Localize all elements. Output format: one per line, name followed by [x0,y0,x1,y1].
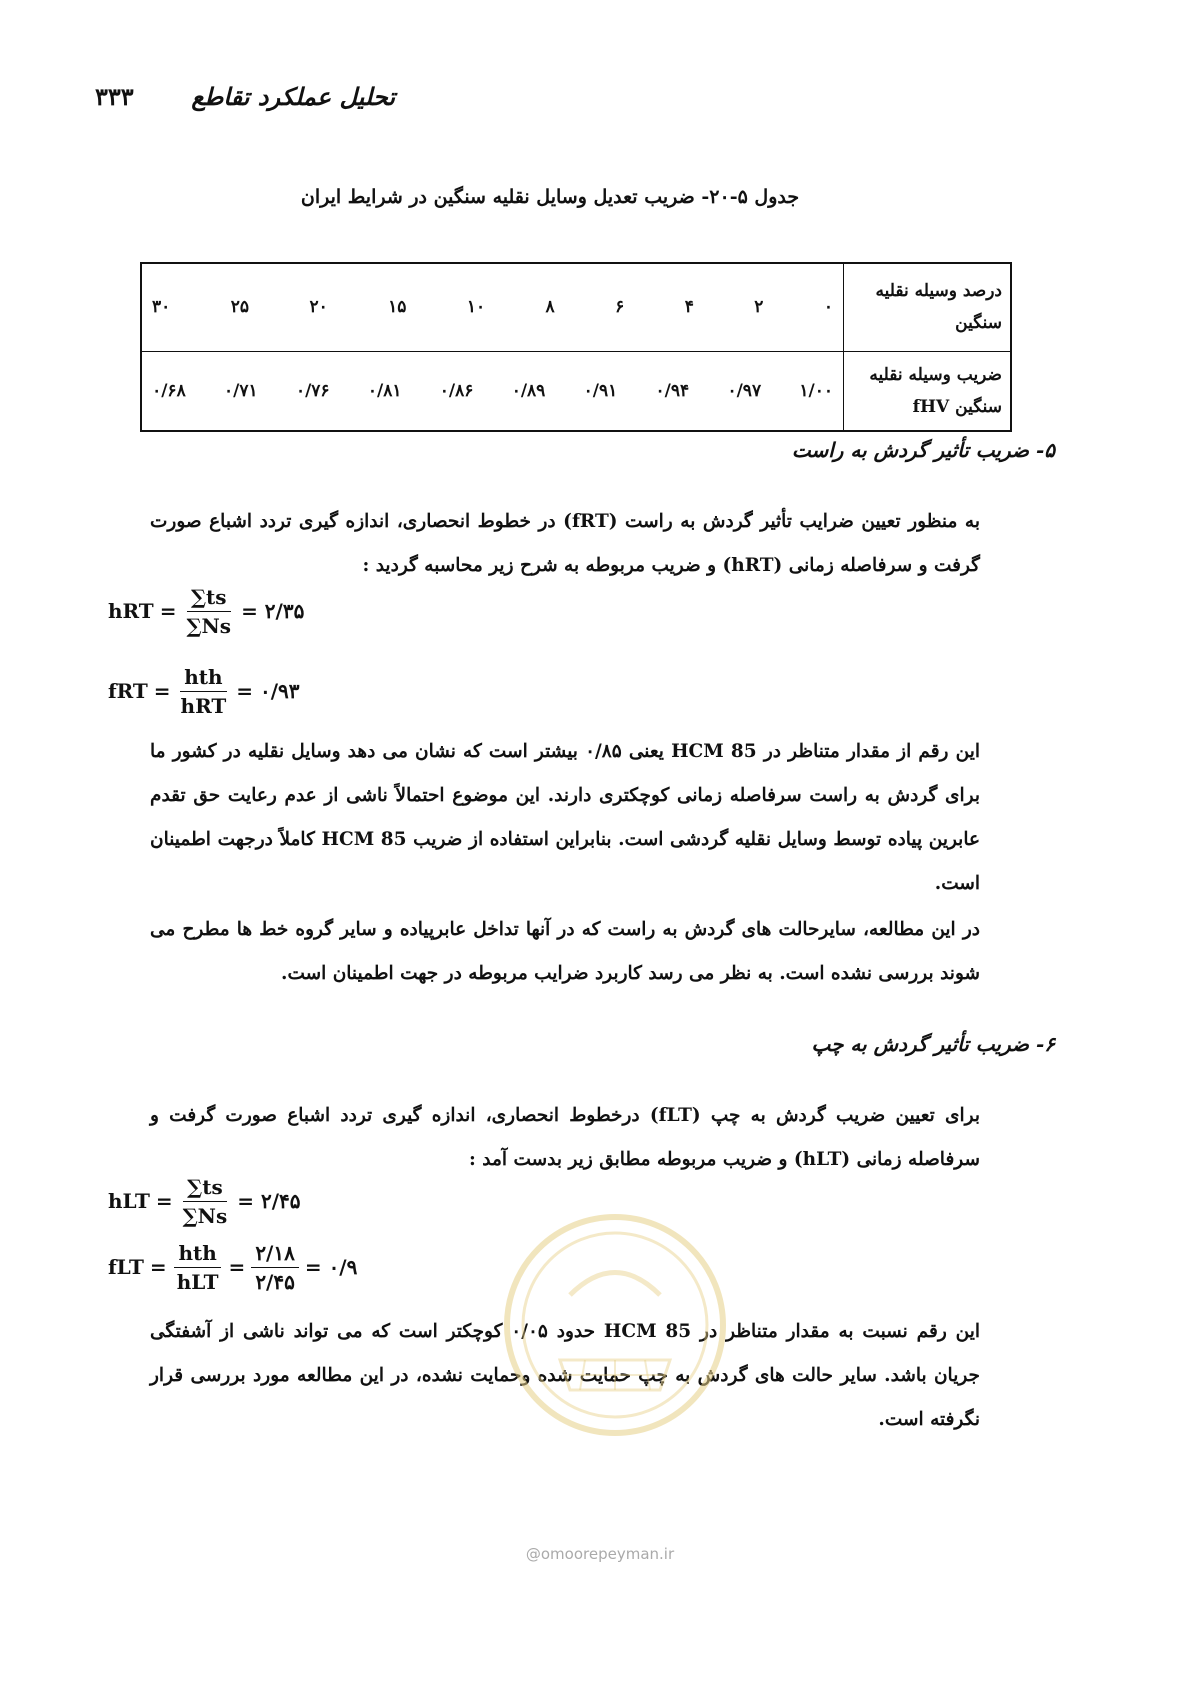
equation-numerator: hth [180,663,226,692]
table-cell: ۶ [615,297,625,318]
table-cell: ۰/۷۱ [224,380,258,401]
table-cell: ۰ [823,297,833,318]
table-cell: ۱۵ [388,297,407,318]
equation-denominator: ∑Ns [186,613,232,638]
paragraph: به منظور تعیین ضرایب تأثیر گردش به راست (fRT) در خطوط انحصاری، اندازه گیری تردد اشباع صورت گرفت و سرفاصله زمانی (hRT) و ضریب مربوطه به شرح زیر محاسبه گردید : [150,511,980,576]
equation-numerator: hth [174,1239,220,1268]
table-cell: ۰/۸۱ [367,380,402,401]
equation-numerator: ∑ts [183,1173,227,1202]
heavy-vehicle-table [140,262,1012,432]
table-cell: ۰/۸۹ [511,380,546,401]
percent-values [152,297,833,317]
equation-result: = ۲/۴۵ [237,1189,301,1213]
page-number: ۳۳۳ [95,82,134,111]
table-cell: ۲۵ [230,297,249,318]
page-header [95,82,395,122]
equation-frt: fRT = $\frac{\text{hth}}{\text{hRT}}$ = ۰/۹۳ [108,664,300,718]
section-title-right-turn: ۵- ضریب تأثیر گردش به راست [791,438,1055,462]
equation-denominator: ∑Ns [182,1203,228,1228]
row-header-percent: درصد وسیله نقلیه سنگین [844,263,1012,351]
table-cell: ۰/۷۶ [295,380,330,401]
table-cell: ۰/۹۱ [583,380,618,401]
table-cell: ۱/۰۰ [799,380,833,401]
table-cell: ۳۰ [152,297,171,318]
equation-lhs: hRT [108,599,154,623]
section-title-left-turn: ۶- ضریب تأثیر گردش به چپ [811,1032,1055,1056]
factor-values [152,381,833,401]
equation-numerator: ۲/۱۸ [251,1239,299,1268]
table-cell: ۴ [684,297,694,318]
equation-lhs: fRT [108,679,148,703]
equation-lhs: hLT [108,1189,150,1213]
table-cell: ۱۰ [466,297,486,318]
equation-lhs: fLT [108,1255,144,1279]
equation-hlt: hLT = $\frac{\sum ts}{\sum Ns}$ = ۲/۴۵ [108,1174,301,1228]
table-cell: ۰/۶۸ [152,380,186,401]
table-cell: ۸ [545,297,555,318]
table-cell: ۰/۹۴ [655,380,690,401]
equation-denominator: hRT [180,693,227,718]
table-cell: ۰/۹۷ [727,380,762,401]
equation-result: = ۰/۹۳ [236,679,300,703]
equation-denominator: ۲/۴۵ [255,1269,295,1294]
watermark-url: @omoorepeyman.ir [525,1545,675,1563]
paragraph: این رقم نسبت به مقدار متناظر در HCM 85 حدود ۰/۰۵ کوچکتر است که می تواند ناشی از آشفتگی جریان باشد. سایر حالت های گردش به چپ حمایت شده وحمایت نشده، در این مطالعه مورد بررسی قرار نگرفته است. [150,1321,981,1430]
table-row [141,263,1011,351]
table-caption: جدول ۵-۲۰- ضریب تعدیل وسایل نقلیه سنگین در شرایط ایران [300,186,800,208]
table-cell: ۰/۸۶ [439,380,474,401]
paragraph: این رقم از مقدار متناظر در HCM 85 یعنی ۰/۸۵ بیشتر است که نشان می دهد وسایل نقلیه در کشور ما برای گردش به راست سرفاصله زمانی کوچکتری دارند. این موضوع احتمالاً ناشی از عدم رعایت حق تقدم عابرین پیاده توسط وسایل نقلیه گردشی است. بنابراین استفاده از ضریب HCM 85 کاملاً درجهت اطمینان است. [150,741,981,894]
equation-numerator: ∑ts [187,583,231,612]
equation-denominator: hLT [176,1269,219,1294]
row-header-factor: ضریب وسیله نقلیه سنگین fHV [844,351,1012,431]
equation-result: = ۰/۹ [304,1255,358,1279]
table-cell: ۲ [754,297,764,318]
equation-hrt: hRT = $\frac{\sum ts}{\sum Ns}$ = ۲/۳۵ [108,584,305,638]
table-row [141,351,1011,431]
watermark-logo-icon [500,1210,730,1440]
paragraph: برای تعیین ضریب گردش به چپ (fLT) درخطوط انحصاری، اندازه گیری تردد اشباع صورت گرفت و سرفاصله زمانی (hLT) و ضریب مربوطه مطابق زیر بدست آمد : [150,1105,980,1170]
paragraph: در این مطالعه، سایرحالت های گردش به راست که در آنها تداخل عابرپیاده و سایر گروه خط ها مطرح می شوند بررسی نشده است. به نظر می رسد کاربرد ضرایب مربوطه در جهت اطمینان است. [150,919,980,984]
table-cell: ۲۰ [309,297,328,318]
equation-flt: fLT = $\frac{\text{hth}}{\text{hLT}}$ = $\frac{۲/۱۸}{۲/۴۵}$ = ۰/۹ [108,1240,358,1294]
chapter-title: تحلیل عملکرد تقاطع [191,82,395,111]
equation-result: = ۲/۳۵ [241,599,305,623]
